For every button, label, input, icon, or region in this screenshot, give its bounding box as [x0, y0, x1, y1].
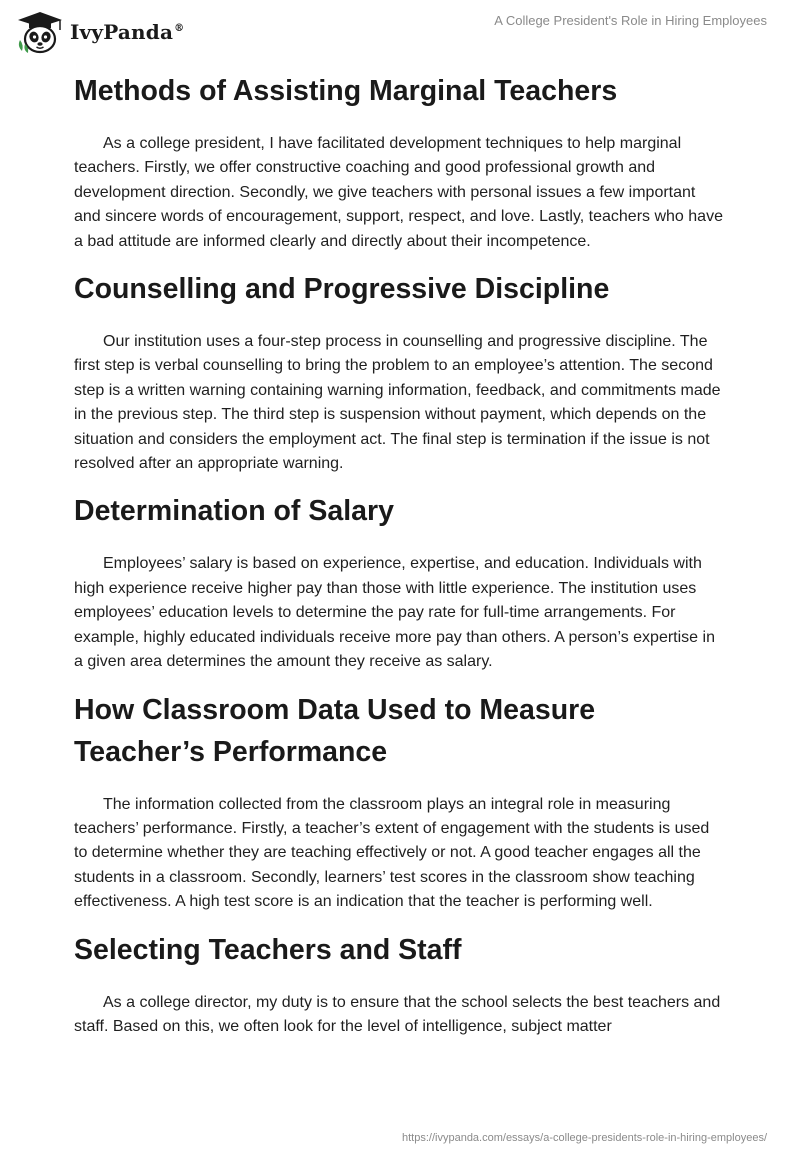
panda-graduate-icon [16, 10, 64, 54]
section-classroom-data [74, 689, 726, 915]
section-heading: Counselling and Progressive Discipline [74, 273, 610, 306]
running-title: A College President's Role in Hiring Employees [494, 13, 767, 28]
section-heading: Methods of Assisting Marginal Teachers [74, 75, 618, 107]
section-paragraph: Our institution uses a four-step process in counselling and progressive discipline. The first step is verbal counselling to bring the problem to an employee’s attention. The second step is a written warning containing warning information, feedback, and commitments made in the previous step. The third step is suspension without payment, which depends on the situation and considers the employment act. The final step is termination if the issue is not resolved after an appropriate warning. [74, 333, 721, 473]
section-marginal-teachers [74, 70, 726, 254]
section-paragraph: As a college director, my duty is to ensure that the school selects the best teachers and staff. Based on this, we often look for the level of intelligence, subject matter [74, 993, 721, 1035]
section-heading: Selecting Teachers and Staff [74, 933, 462, 966]
source-url-link[interactable]: https://ivypanda.com/essays/a-college-presidents-role-in-hiring-employees/ [402, 1132, 767, 1144]
brand-name: IvyPanda® [70, 20, 185, 44]
section-salary [74, 490, 726, 674]
section-paragraph: Employees’ salary is based on experience, expertise, and education. Individuals with high experience receive higher pay than those with little experience. The institution uses employees’ education levels to determine the pay rate for full-time arrangements. For example, highly educated individuals receive more pay than others. A person’s expertise in a given area determines the amount they receive as salary. [74, 555, 715, 671]
section-paragraph: The information collected from the classroom plays an integral role in measuring teachers’ performance. Firstly, a teacher’s extent of engagement with the students is used to determine whether they are teaching effectively or not. A good teacher engages all the students in a classroom. Secondly, learners’ test scores in the classroom show teaching effectiveness. A high test score is an indication that the teacher is performing well. [74, 795, 710, 911]
page-header [0, 0, 800, 64]
section-heading: How Classroom Data Used to Measure Teacher’s Performance [74, 693, 596, 768]
section-selecting-staff [74, 929, 726, 1040]
section-counselling-discipline [74, 268, 726, 476]
section-paragraph: As a college president, I have facilitated development techniques to help marginal teachers. Firstly, we offer constructive coaching and good professional growth and development direction. Secondly, we give teachers with personal issues a few important and sincere words of encouragement, support, respect, and love. Lastly, teachers who have a bad attitude are informed clearly and directly about their incompetence. [74, 135, 723, 250]
section-heading: Determination of Salary [74, 495, 394, 528]
ivypanda-logo[interactable] [16, 10, 184, 54]
essay-content [74, 70, 726, 1053]
